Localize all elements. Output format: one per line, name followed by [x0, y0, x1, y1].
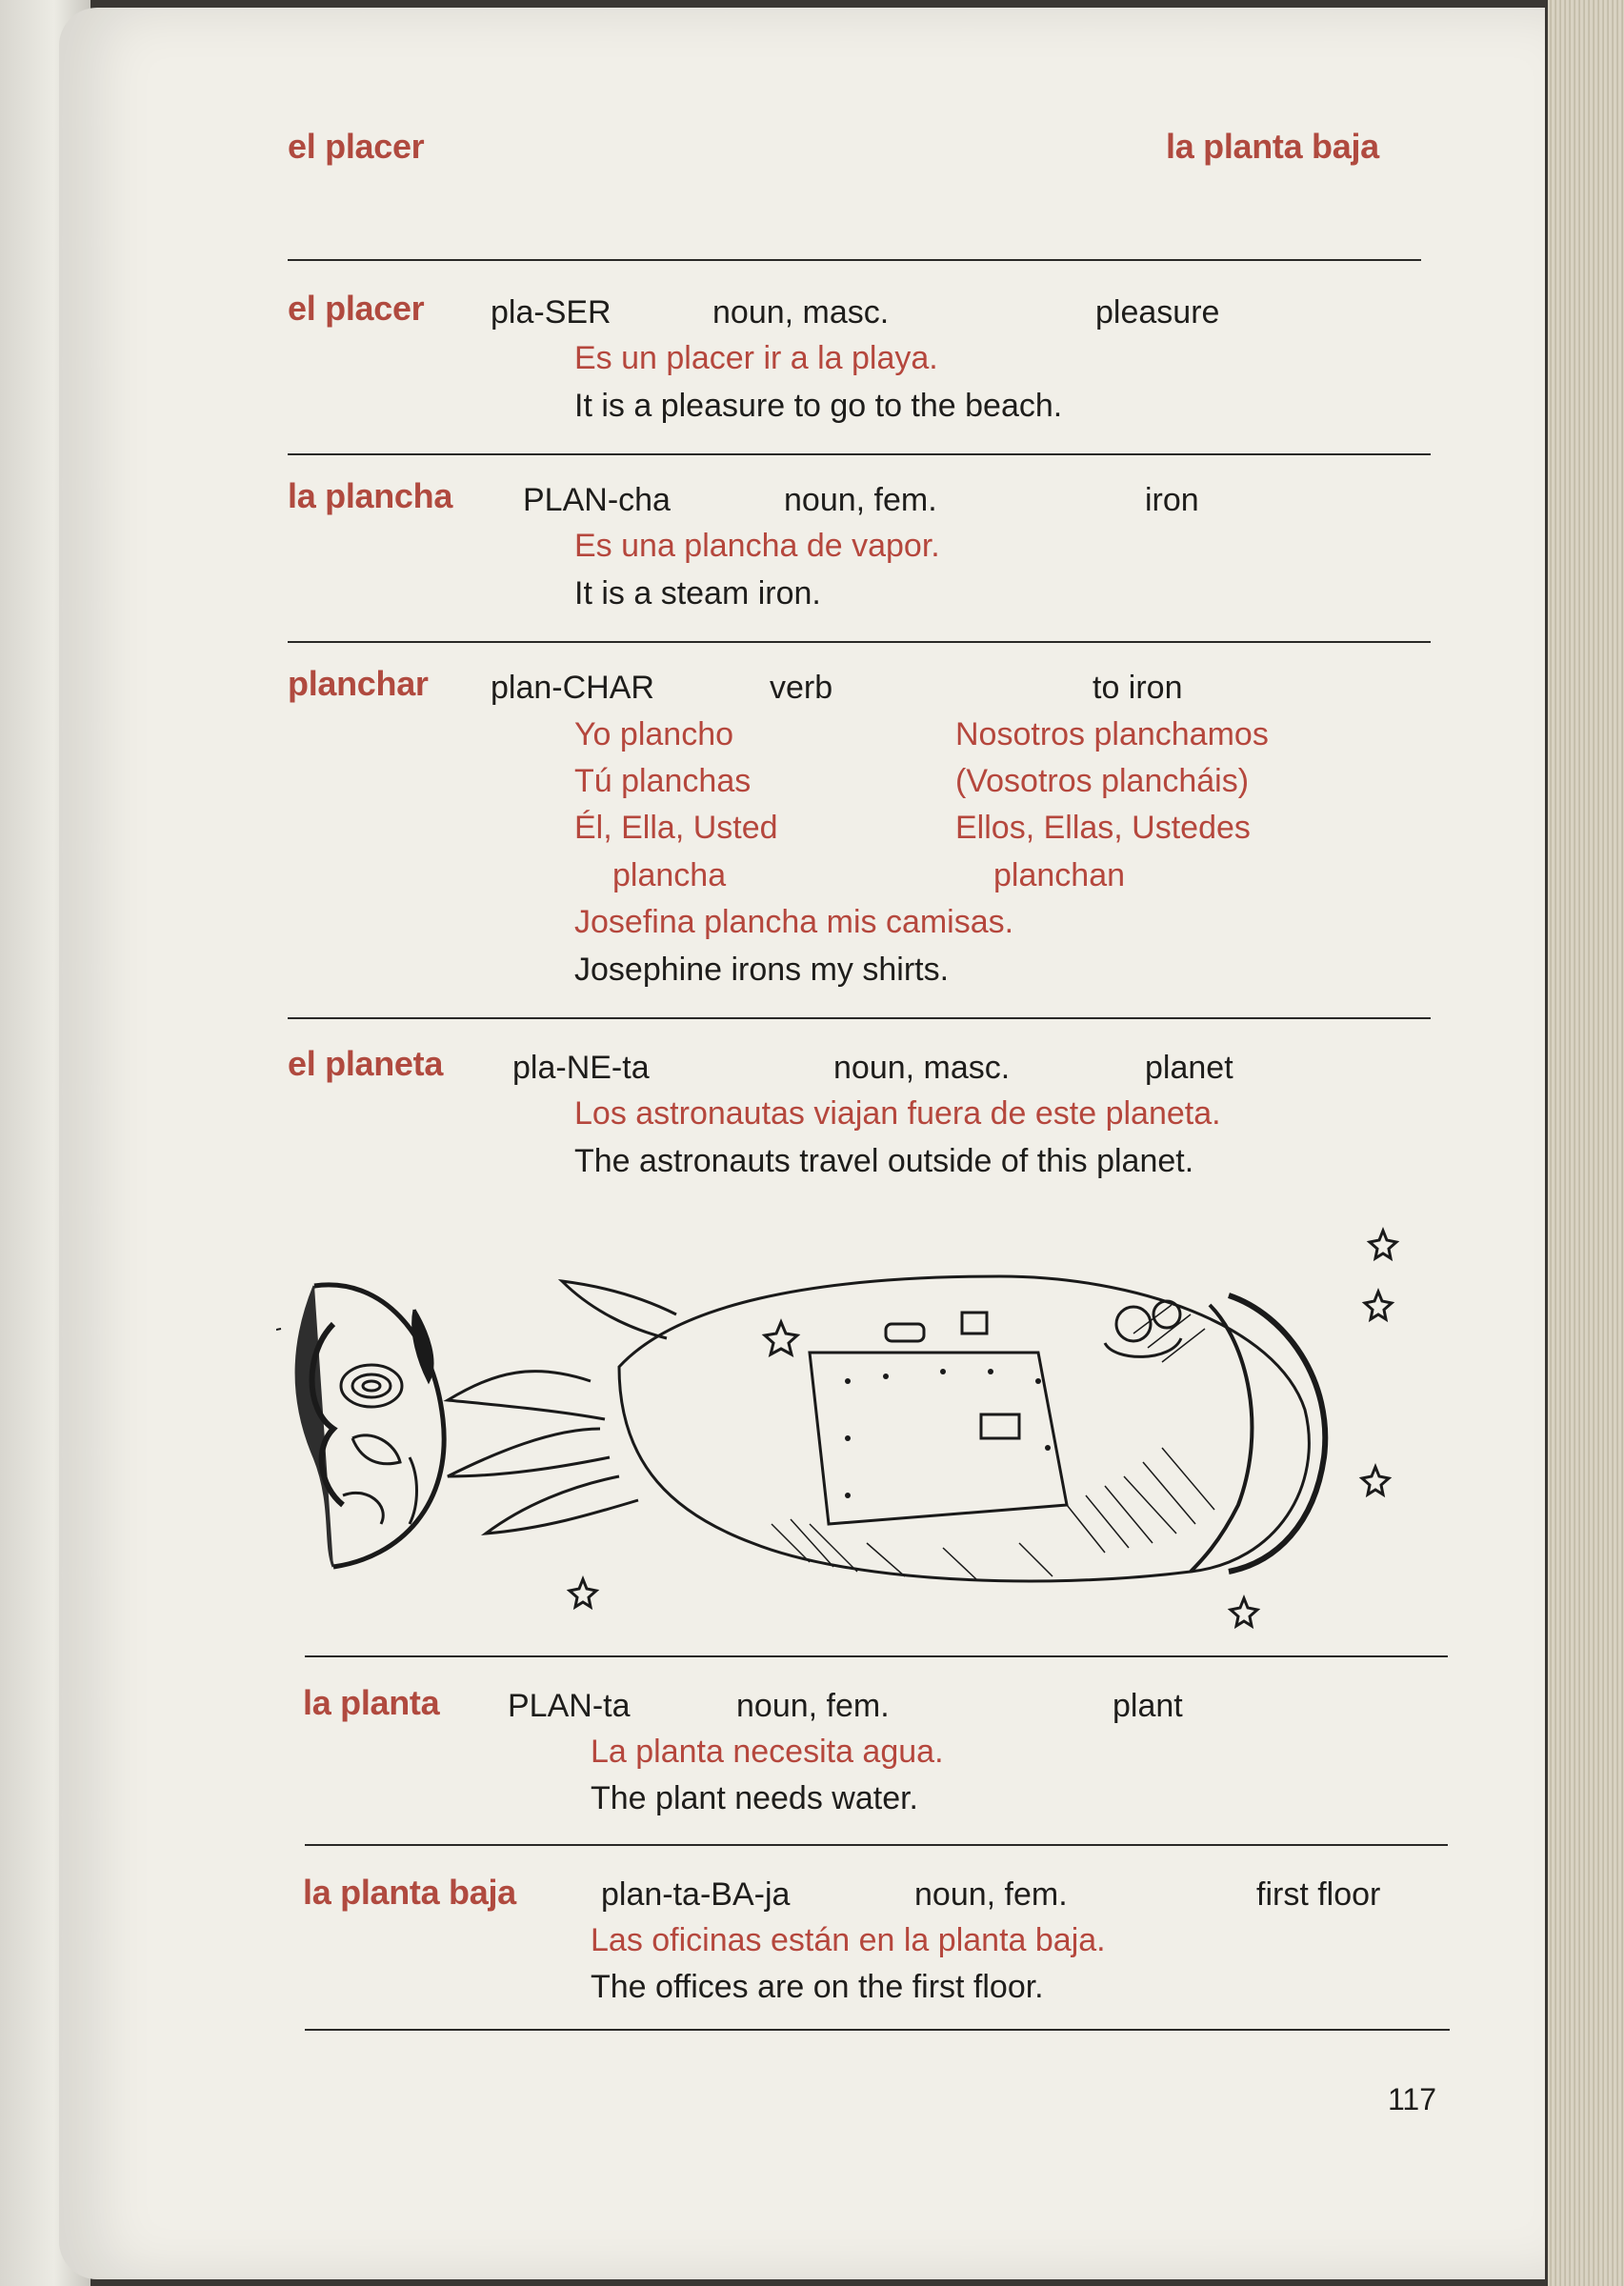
page-number: 117 — [1388, 2082, 1437, 2116]
entry-divider — [288, 641, 1431, 643]
entry-divider — [288, 453, 1431, 455]
part-of-speech: noun, fem. — [784, 482, 937, 518]
part-of-speech: verb — [770, 670, 833, 706]
meaning: planet — [1145, 1050, 1233, 1086]
entry-divider — [305, 1655, 1448, 1657]
pronunciation: PLAN-cha — [523, 482, 671, 518]
example-english: The plant needs water. — [591, 1780, 919, 1816]
guide-word-left: el placer — [288, 127, 425, 166]
page-edges — [1548, 0, 1624, 2286]
entry-divider — [305, 1844, 1448, 1846]
meaning: pleasure — [1095, 294, 1220, 331]
conjugation-tu: Tú planchas — [574, 763, 752, 799]
part-of-speech: noun, masc. — [712, 294, 890, 331]
pronunciation: pla-SER — [491, 294, 612, 331]
conjugation-el-form: plancha — [612, 857, 727, 893]
pronunciation: plan-ta-BA-ja — [601, 1876, 791, 1913]
pronunciation: pla-NE-ta — [512, 1050, 650, 1086]
part-of-speech: noun, fem. — [914, 1876, 1068, 1913]
conjugation-ellos-form: planchan — [993, 857, 1126, 893]
spaceship-icon — [448, 1276, 1325, 1581]
part-of-speech: noun, fem. — [736, 1688, 890, 1724]
pronunciation: PLAN-ta — [508, 1688, 631, 1724]
headword: el placer — [288, 289, 425, 328]
part-of-speech: noun, masc. — [833, 1050, 1011, 1086]
example-english: It is a steam iron. — [574, 575, 821, 612]
conjugation-ellos-ellas-ustedes: Ellos, Ellas, Ustedes — [955, 810, 1251, 846]
headword: la plancha — [288, 476, 453, 515]
headword: el planeta — [288, 1044, 444, 1083]
entry-divider — [305, 2029, 1450, 2031]
example-spanish: Es una plancha de vapor. — [574, 528, 940, 564]
meaning: to iron — [1093, 670, 1183, 706]
meaning: iron — [1145, 482, 1199, 518]
example-spanish: Josefina plancha mis camisas. — [574, 904, 1014, 940]
planet-icon — [276, 1285, 444, 1567]
example-english: The offices are on the first floor. — [591, 1969, 1044, 2005]
conjugation-nosotros: Nosotros planchamos — [955, 716, 1269, 752]
example-english: Josephine irons my shirts. — [574, 952, 950, 988]
headword: la planta baja — [303, 1873, 516, 1912]
headword: la planta — [303, 1683, 440, 1722]
meaning: plant — [1113, 1688, 1183, 1724]
example-spanish: La planta necesita agua. — [591, 1734, 944, 1770]
example-spanish: Los astronautas viajan fuera de este planeta. — [574, 1095, 1221, 1132]
example-spanish: Las oficinas están en la planta baja. — [591, 1922, 1106, 1958]
header-rule — [288, 259, 1421, 261]
guide-word-right: la planta baja — [1166, 127, 1379, 166]
meaning: first floor — [1256, 1876, 1381, 1913]
example-english: The astronauts travel outside of this planet. — [574, 1143, 1194, 1179]
conjugation-el-ella-usted: Él, Ella, Usted — [574, 810, 778, 846]
example-english: It is a pleasure to go to the beach. — [574, 388, 1063, 424]
planet-and-spaceship-illustration — [276, 1219, 1419, 1667]
example-spanish: Es un placer ir a la playa. — [574, 340, 938, 376]
pronunciation: plan-CHAR — [491, 670, 654, 706]
conjugation-vosotros: (Vosotros plancháis) — [955, 763, 1250, 799]
conjugation-yo: Yo plancho — [574, 716, 734, 752]
entry-divider — [288, 1017, 1431, 1019]
headword: planchar — [288, 664, 429, 703]
